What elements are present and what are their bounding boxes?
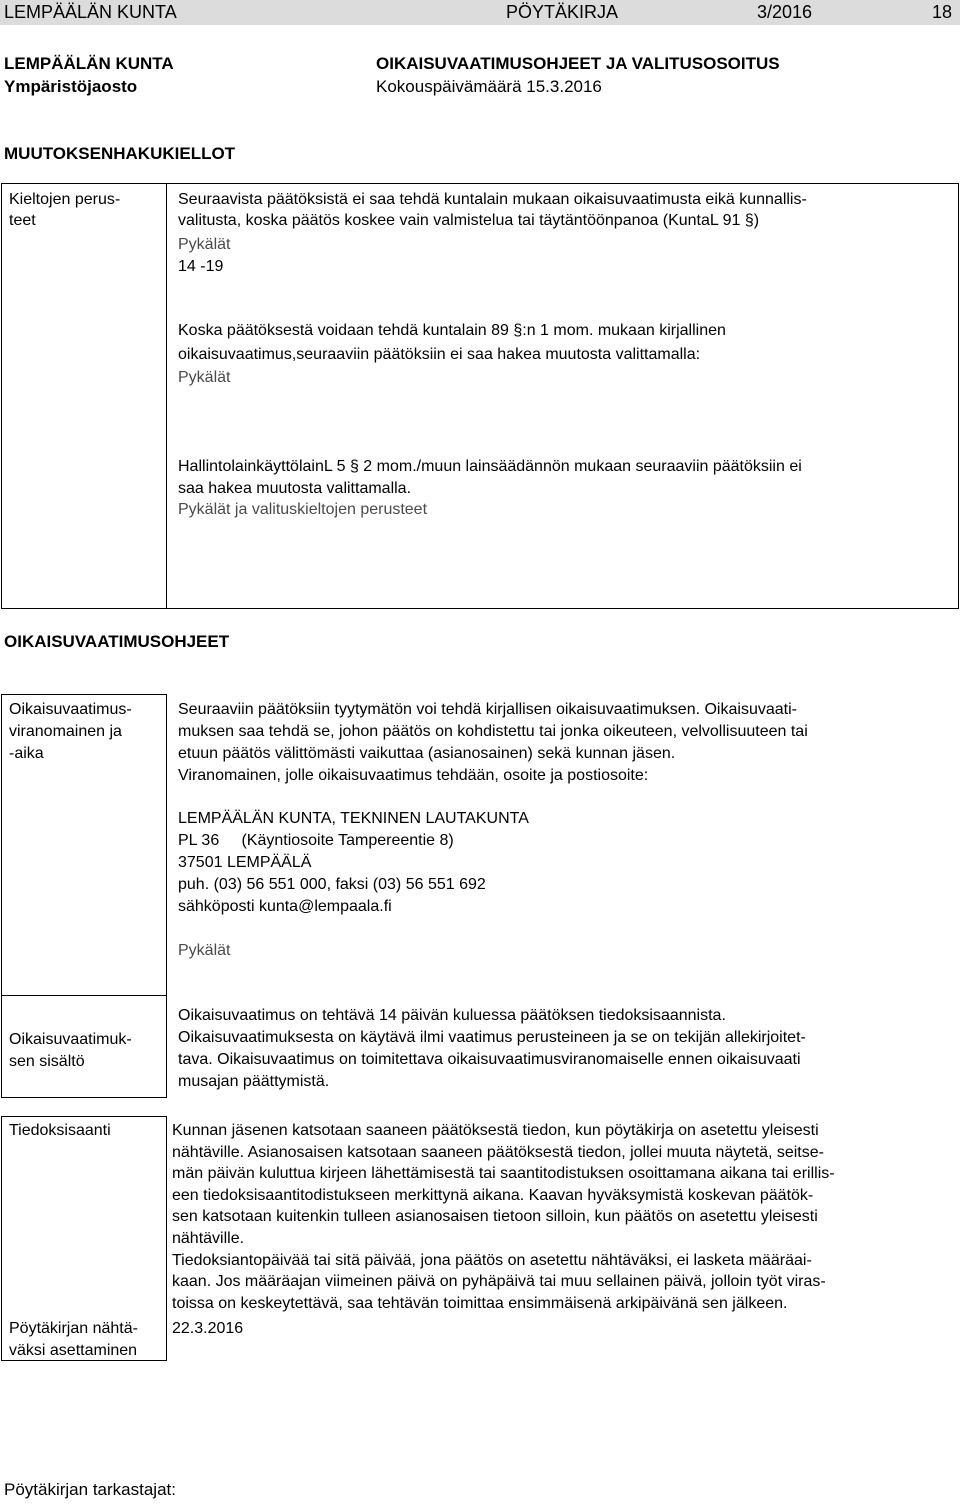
notice-label: Tiedoksisaanti <box>9 1122 111 1139</box>
notice-text-line6: nähtäville. <box>172 1230 245 1247</box>
sections-and-grounds-link[interactable]: Pykälät ja valituskieltojen perusteet <box>178 501 428 518</box>
appeal-bans-para2-line1: Koska päätöksestä voidaan tehdä kuntalain 89 §:n 1 mom. mukaan kirjallinen <box>178 322 726 339</box>
address-line1: LEMPÄÄLÄN KUNTA, TEKNINEN LAUTAKUNTA <box>178 810 529 827</box>
sections-link[interactable]: Pykälät <box>178 369 231 386</box>
authority-text-line2: muksen saa tehdä se, johon päätös on kohdistettu tai jonka oikeuteen, velvollisuuteen tai <box>178 723 808 740</box>
authority-text-line3: etuun päätös välittömästi vaikuttaa (asianosainen) sekä kunnan jäsen. <box>178 745 676 762</box>
address-line3: 37501 LEMPÄÄLÄ <box>178 854 312 871</box>
header-title: OIKAISUVAATIMUSOHJEET JA VALITUSOSOITUS <box>376 54 780 73</box>
address-line4: puh. (03) 56 551 000, faksi (03) 56 551 692 <box>178 876 486 893</box>
header-municipality: LEMPÄÄLÄN KUNTA <box>4 54 174 73</box>
notice-text-line4: een tiedoksisaantitodistukseen merkittynä aikana. Kaavan hyväksymistä koskevan päätök- <box>172 1187 814 1204</box>
content-text-line4: musajan päättymistä. <box>178 1073 330 1090</box>
reviewers-label: Pöytäkirjan tarkastajat: <box>4 1480 176 1499</box>
content-text-line3: tava. Oikaisuvaatimus on toimitettava oikaisuvaatimusviranomaiselle ennen oikaisuvaati <box>178 1051 801 1068</box>
display-label-line1: Pöytäkirjan nähtä- <box>9 1320 138 1337</box>
appeal-bans-label-line2: teet <box>9 212 36 229</box>
sections-value: 14 -19 <box>178 258 224 275</box>
section-heading-appeal-bans: MUUTOKSENHAKUKIELLOT <box>4 144 236 163</box>
content-text-line1: Oikaisuvaatimus on tehtävä 14 päivän kuluessa päätöksen tiedoksisaannista. <box>178 1007 726 1024</box>
address-line2: PL 36 (Käyntiosoite Tampereentie 8) <box>178 832 454 849</box>
notice-text-line9: toissa on keskeytettävä, saa tehtävän toimittaa ensimmäisenä arkipäivänä sen jälkeen. <box>172 1295 788 1312</box>
banner-doc-type: PÖYTÄKIRJA <box>506 2 619 22</box>
notice-text-line5: sen katsotaan kuitenkin tulleen asianosaisen tietoon silloin, kun päätös on asetettu yleisesti <box>172 1208 818 1225</box>
authority-text-line4: Viranomainen, jolle oikaisuvaatimus tehdään, osoite ja postiosoite: <box>178 767 649 784</box>
appeal-bans-box <box>1 183 959 609</box>
sections-link[interactable]: Pykälät <box>178 236 231 253</box>
section-heading-rectification: OIKAISUVAATIMUSOHJEET <box>4 632 230 651</box>
appeal-bans-para2-line2: oikaisuvaatimus,seuraaviin päätöksiin ei saa hakea muutosta valittamalla: <box>178 346 701 363</box>
appeal-bans-para3-line1: HallintolainkäyttölainL 5 § 2 mom./muun lainsäädännön mukaan seuraaviin päätöksiin ei <box>178 458 802 475</box>
notice-text-line7: Tiedoksiantopäivää tai sitä päivää, jona päätös on asetettu nähtäväksi, ei lasketa määräai- <box>172 1252 812 1269</box>
display-date: 22.3.2016 <box>172 1320 244 1337</box>
sections-link[interactable]: Pykälät <box>178 942 231 959</box>
appeal-bans-label-line1: Kieltojen perus- <box>9 191 121 208</box>
appeal-bans-para1-line1: Seuraavista päätöksistä ei saa tehdä kuntalain mukaan oikaisuvaatimusta eikä kunnallis- <box>178 191 807 208</box>
authority-label-line1: Oikaisuvaatimus- <box>9 701 132 718</box>
banner-page-number: 18 <box>932 2 953 22</box>
banner-municipality: LEMPÄÄLÄN KUNTA <box>4 2 177 22</box>
banner-doc-number: 3/2016 <box>757 2 813 22</box>
display-label-line2: väksi asettaminen <box>9 1342 138 1359</box>
notice-text-line2: nähtäville. Asianosaisen katsotaan saaneen päätöksestä tiedon, jollei muuta näytetä, seitse- <box>172 1144 824 1161</box>
content-label-line1: Oikaisuvaatimuk- <box>9 1031 132 1048</box>
top-banner <box>0 0 960 25</box>
appeal-bans-para1-line2: valitusta, koska päätös koskee vain valmistelua tai täytäntöönpanoa (KuntaL 91 §) <box>178 212 760 229</box>
appeal-bans-para3-line2: saa hakea muutosta valittamalla. <box>178 480 412 497</box>
content-label-line2: sen sisältö <box>9 1053 85 1070</box>
address-email: sähköposti kunta@lempaala.fi <box>178 898 392 915</box>
notice-text-line8: kaan. Jos määräajan viimeinen päivä on pyhäpäivä tai muu sellainen päivä, jolloin työt viras- <box>172 1273 826 1290</box>
notice-text-line1: Kunnan jäsenen katsotaan saaneen päätöksestä tiedon, kun pöytäkirja on asetettu yleisesti <box>172 1122 819 1139</box>
notice-text-line3: män päivän kuluttua kirjeen lähettämisestä tai saantitodistuksen osoittamana aikana tai erillis- <box>172 1165 835 1182</box>
header-meeting-date: Kokouspäivämäärä 15.3.2016 <box>376 77 602 96</box>
content-text-line2: Oikaisuvaatimuksesta on käytävä ilmi vaatimus perusteineen ja se on tekijän allekirjoitet- <box>178 1029 806 1046</box>
authority-label-line2: viranomainen ja <box>9 723 122 740</box>
header-department: Ympäristöjaosto <box>4 77 138 96</box>
authority-text-line1: Seuraaviin päätöksiin tyytymätön voi tehdä kirjallisen oikaisuvaatimuksen. Oikaisuvaati- <box>178 701 797 718</box>
authority-label-line3: -aika <box>9 745 44 762</box>
